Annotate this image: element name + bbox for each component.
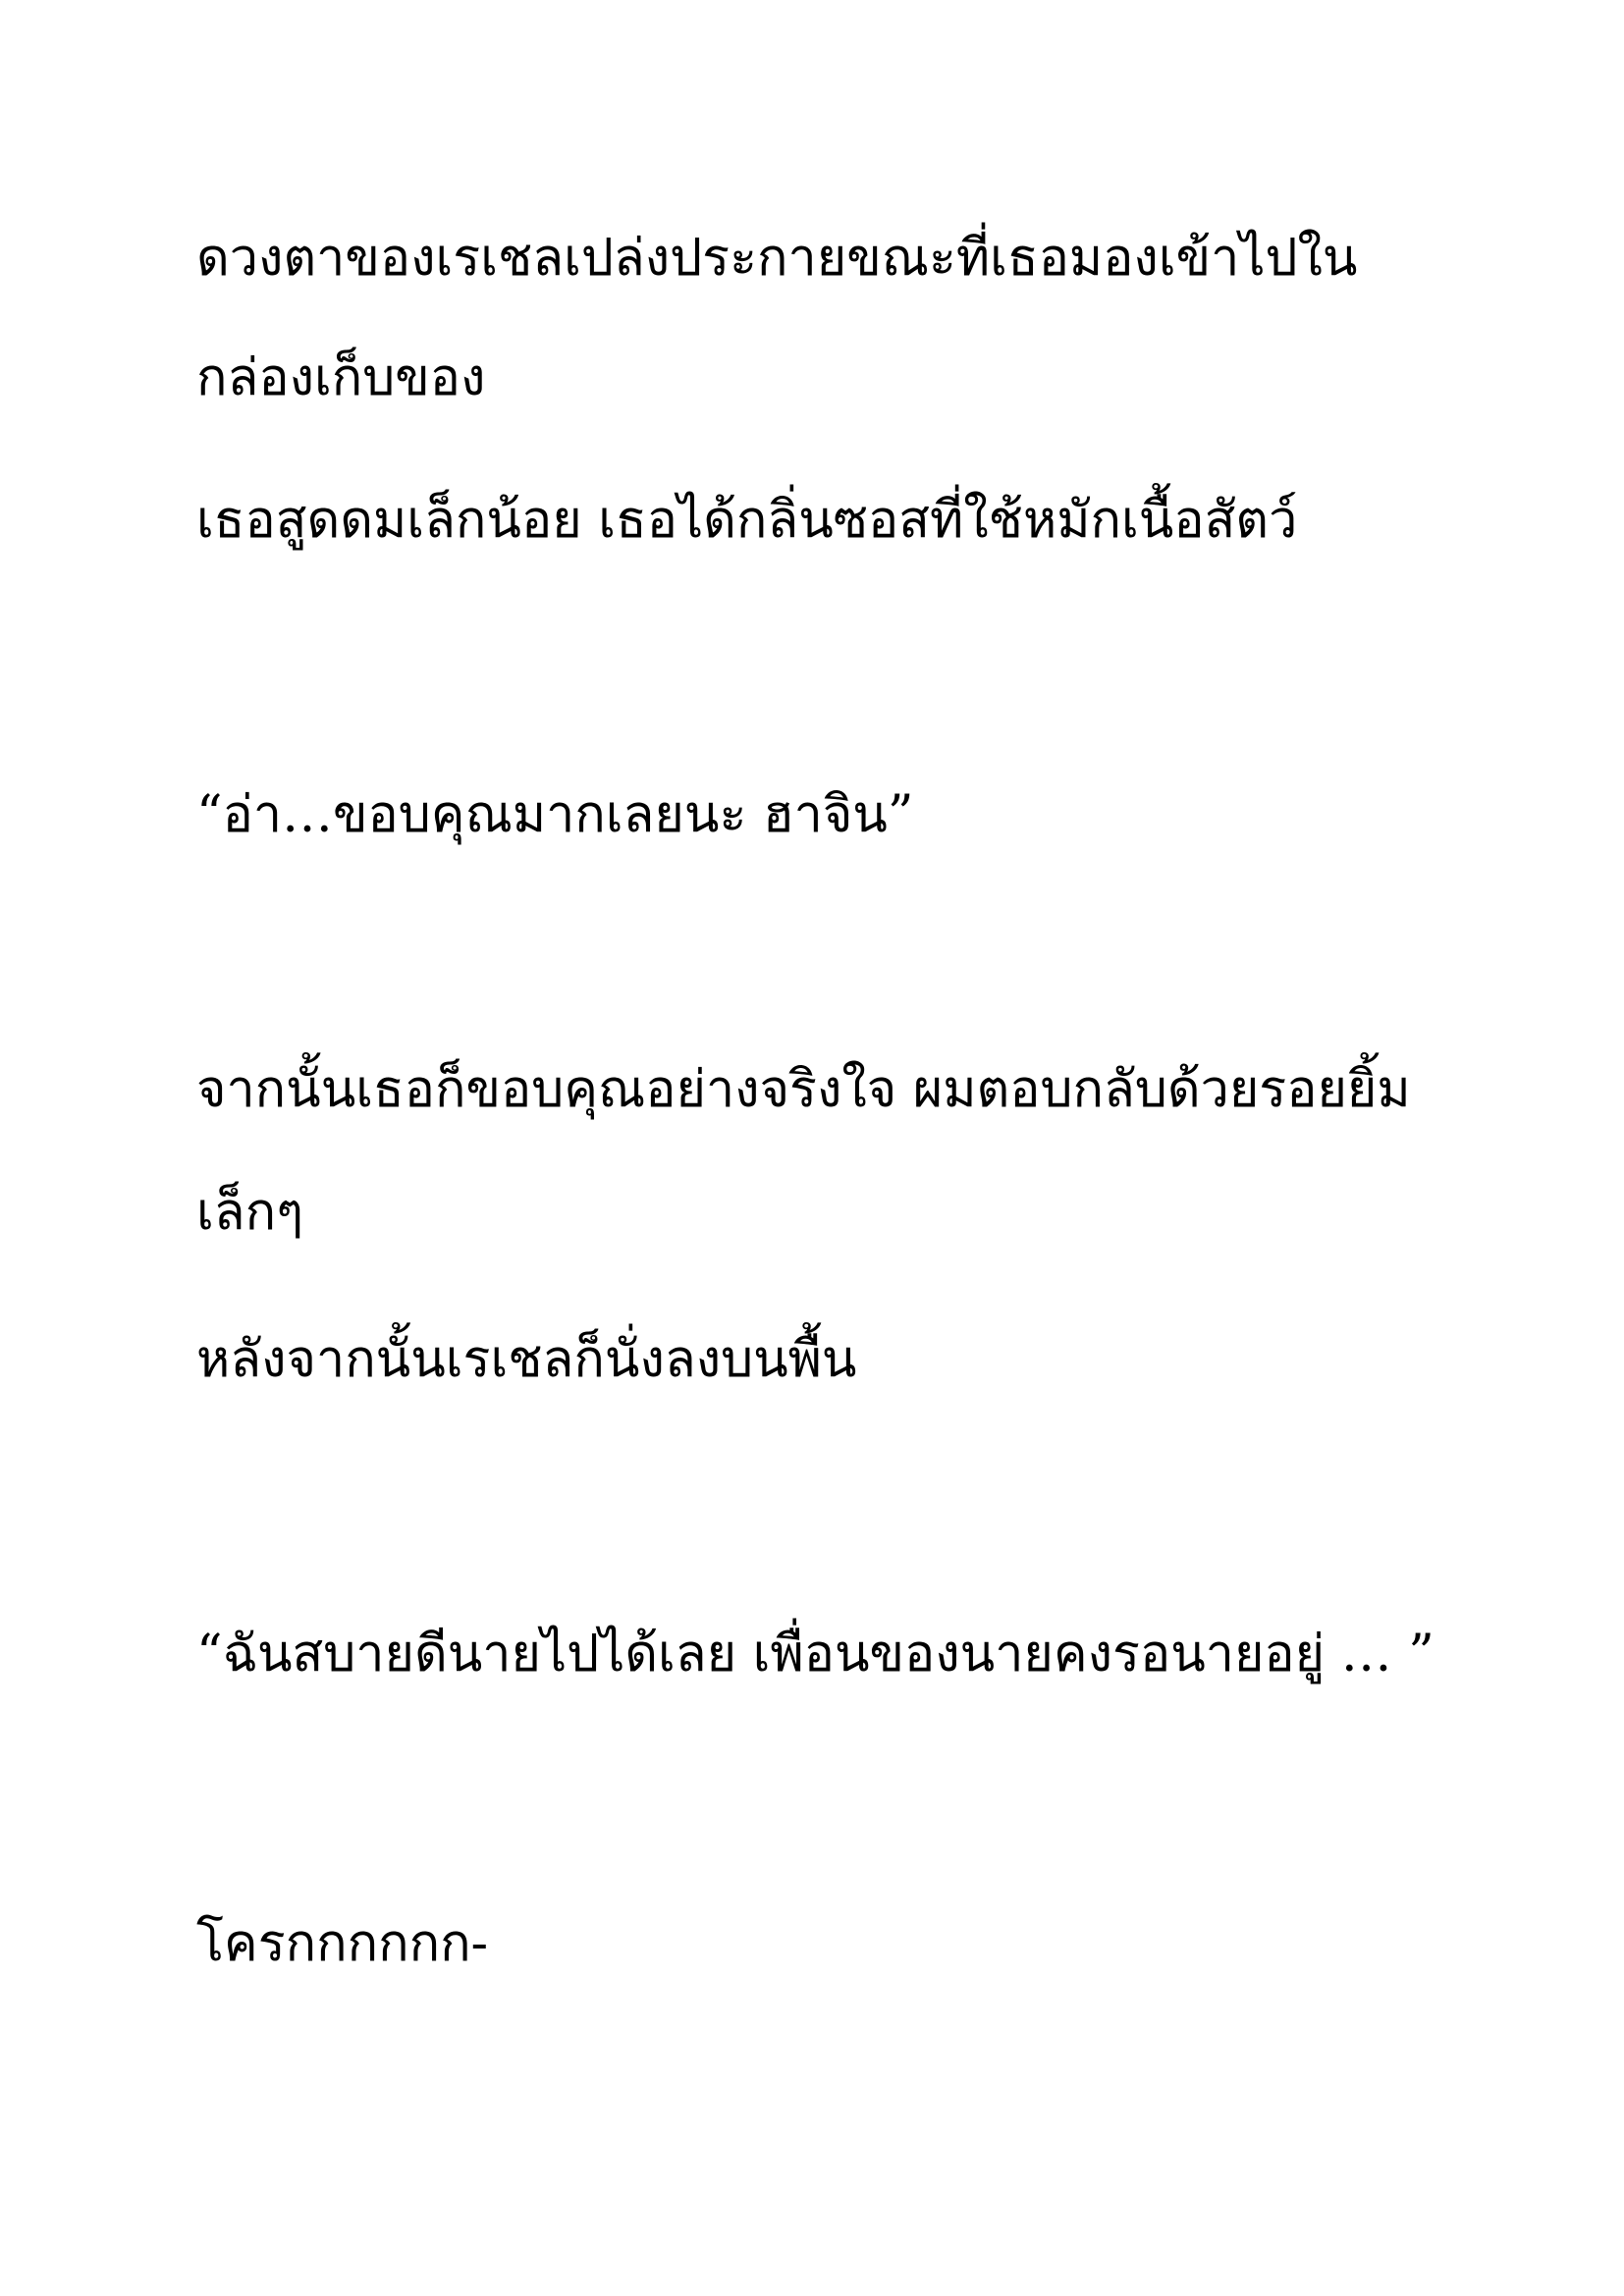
paragraph-line: ดวงตาของเรเชลเปล่งประกายขณะที่เธอมองเข้าไปใน <box>196 229 1358 288</box>
paragraph-line: เล็กๆ <box>196 1183 304 1242</box>
paragraph-line: เธอสูดดมเล็กน้อย เธอได้กลิ่นซอสที่ใช้หมักเนื้อสัตว์ <box>196 491 1298 550</box>
paragraph-line: “อ่า…ขอบคุณมากเลยนะ ฮาจิน” <box>196 785 914 844</box>
paragraph-line: หลังจากนั้นเรเชลก็นั่งลงบนพื้น <box>196 1330 857 1389</box>
paragraph-line: โครกกกกกก- <box>196 1914 489 1973</box>
paragraph-line: “ฉันสบายดีนายไปได้เลย เพื่อนของนายคงรอนายอยู่ … ” <box>196 1625 1435 1683</box>
paragraph-line: กล่องเก็บของ <box>196 348 486 407</box>
paragraph-line: จากนั้นเธอก็ขอบคุณอย่างจริงใจ ผมตอบกลับด้วยรอยยิ้ม <box>196 1060 1411 1119</box>
